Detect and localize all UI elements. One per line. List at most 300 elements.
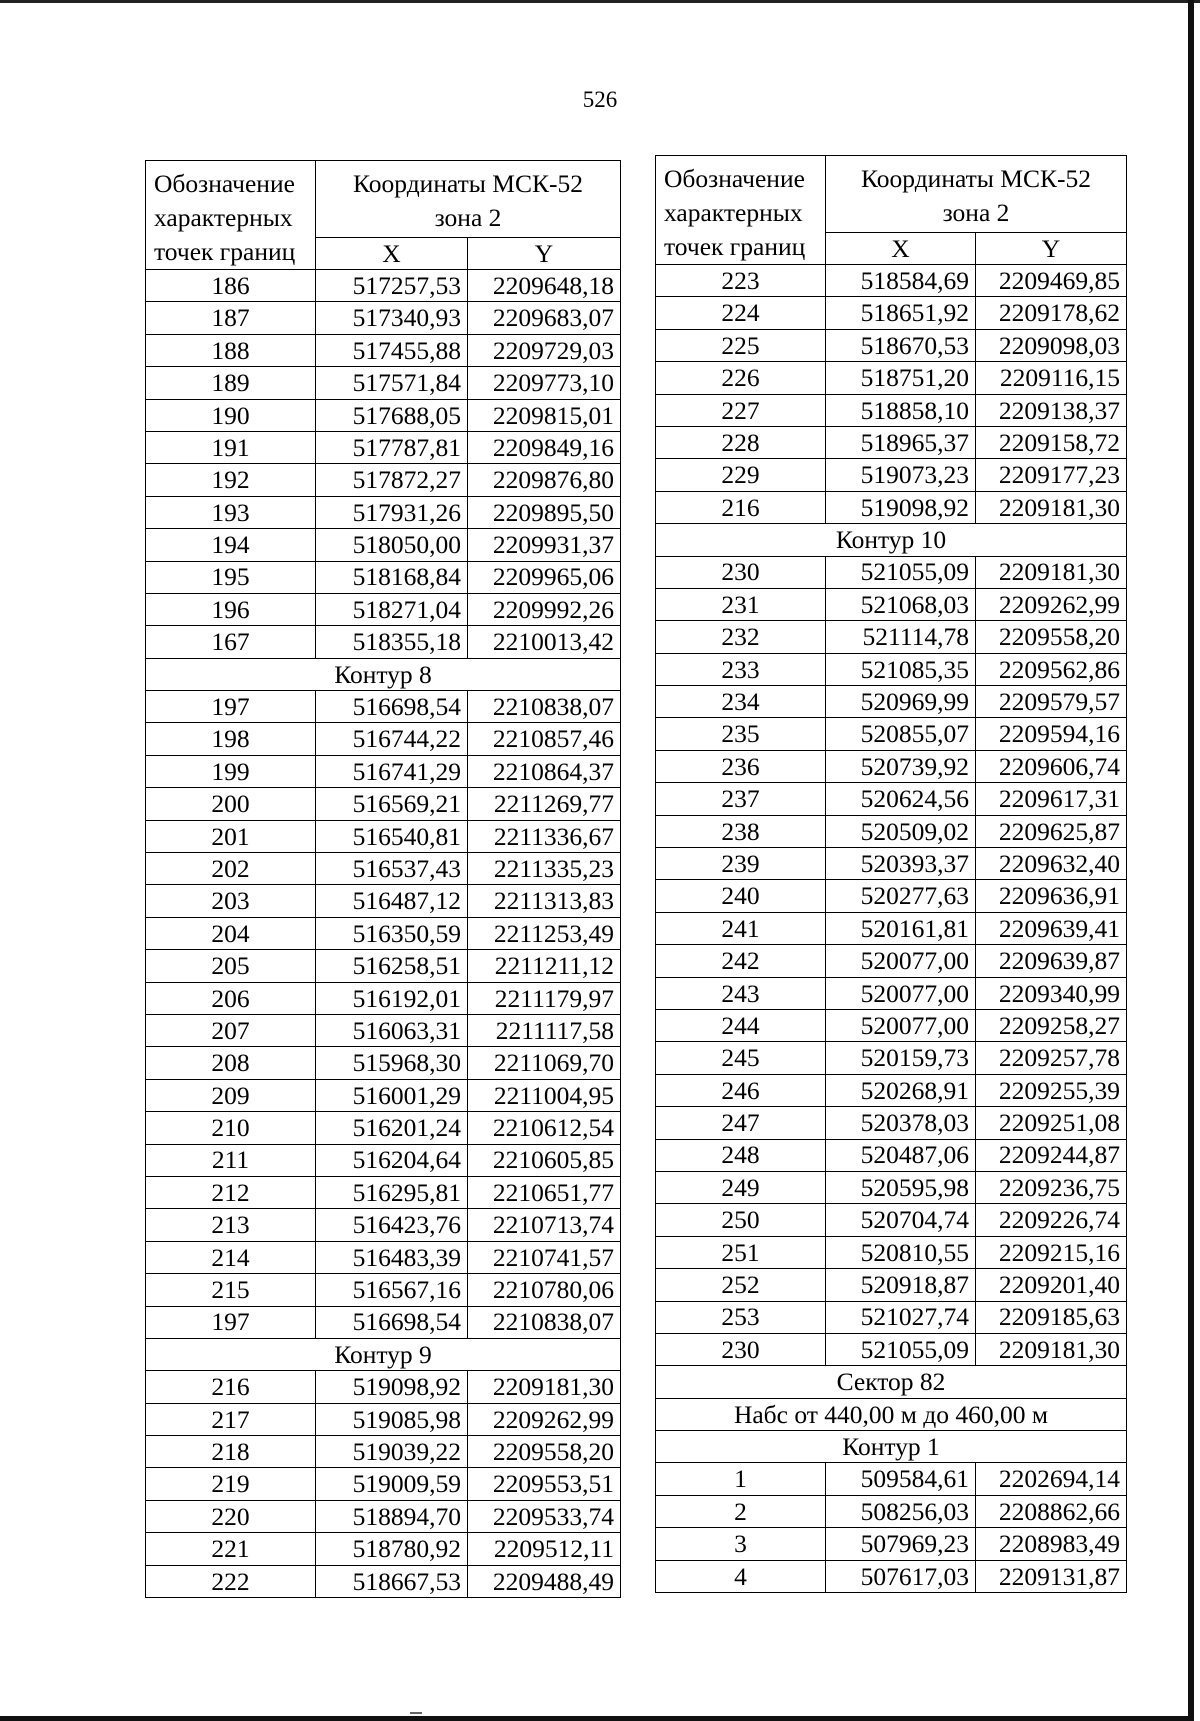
point-cell: 200 bbox=[146, 788, 316, 820]
x-cell: 517340,93 bbox=[316, 302, 468, 334]
x-cell: 520268,91 bbox=[826, 1074, 976, 1106]
table-row bbox=[656, 1495, 1127, 1527]
point-cell: 238 bbox=[656, 815, 826, 847]
y-cell: 2209636,91 bbox=[976, 880, 1127, 912]
point-cell: 197 bbox=[146, 691, 316, 723]
y-cell: 2209158,72 bbox=[976, 426, 1127, 458]
y-cell: 2209849,16 bbox=[468, 431, 621, 463]
y-cell: 2209562,86 bbox=[976, 653, 1127, 685]
x-cell: 516423,76 bbox=[316, 1209, 468, 1241]
point-cell: 193 bbox=[146, 496, 316, 528]
point-cell: 219 bbox=[146, 1468, 316, 1500]
y-cell: 2209533,74 bbox=[468, 1500, 621, 1532]
x-cell: 518651,92 bbox=[826, 297, 976, 329]
table-row bbox=[146, 853, 621, 885]
point-cell: 210 bbox=[146, 1112, 316, 1144]
y-cell: 2211335,23 bbox=[468, 853, 621, 885]
y-cell: 2209255,39 bbox=[976, 1074, 1127, 1106]
y-cell: 2209512,11 bbox=[468, 1533, 621, 1565]
y-cell: 2211069,70 bbox=[468, 1047, 621, 1079]
table-row bbox=[146, 1533, 621, 1565]
point-cell: 224 bbox=[656, 297, 826, 329]
page-number: 526 bbox=[582, 87, 618, 112]
header-coordinates-zone: зона 2 bbox=[942, 198, 1010, 227]
x-cell: 517931,26 bbox=[316, 496, 468, 528]
x-cell: 516258,51 bbox=[316, 950, 468, 982]
point-cell: 187 bbox=[146, 302, 316, 334]
y-cell: 2209594,16 bbox=[976, 718, 1127, 750]
y-cell: 2209617,31 bbox=[976, 783, 1127, 815]
point-cell: 242 bbox=[656, 945, 826, 977]
table-row bbox=[146, 1176, 621, 1208]
x-cell: 519039,22 bbox=[316, 1436, 468, 1468]
y-cell: 2209178,62 bbox=[976, 297, 1127, 329]
x-cell: 518751,20 bbox=[826, 362, 976, 394]
y-cell: 2209648,18 bbox=[468, 270, 621, 302]
x-cell: 521055,09 bbox=[826, 1333, 976, 1365]
x-cell: 516741,29 bbox=[316, 755, 468, 787]
table-row bbox=[146, 917, 621, 949]
table-row bbox=[146, 496, 621, 528]
x-cell: 520595,98 bbox=[826, 1171, 976, 1203]
table-row bbox=[146, 302, 621, 334]
table-row bbox=[146, 885, 621, 917]
section-row bbox=[656, 1398, 1127, 1430]
x-cell: 521055,09 bbox=[826, 556, 976, 588]
table-row bbox=[146, 788, 621, 820]
y-cell: 2209185,63 bbox=[976, 1301, 1127, 1333]
point-cell: 199 bbox=[146, 755, 316, 787]
x-cell: 516192,01 bbox=[316, 982, 468, 1014]
y-cell: 2209181,30 bbox=[976, 1333, 1127, 1365]
point-cell: 206 bbox=[146, 982, 316, 1014]
x-cell: 516537,43 bbox=[316, 853, 468, 885]
x-cell: 516698,54 bbox=[316, 1306, 468, 1338]
x-cell: 516567,16 bbox=[316, 1274, 468, 1306]
point-cell: 209 bbox=[146, 1079, 316, 1111]
y-cell: 2209138,37 bbox=[976, 394, 1127, 426]
x-cell: 518780,92 bbox=[316, 1533, 468, 1565]
table-row bbox=[656, 945, 1127, 977]
x-cell: 520624,56 bbox=[826, 783, 976, 815]
section-title: Контур 10 bbox=[656, 524, 1127, 556]
table-row bbox=[656, 815, 1127, 847]
point-cell: 230 bbox=[656, 556, 826, 588]
table-row bbox=[146, 982, 621, 1014]
x-cell: 520704,74 bbox=[826, 1204, 976, 1236]
x-cell: 516698,54 bbox=[316, 691, 468, 723]
x-cell: 517455,88 bbox=[316, 334, 468, 366]
point-cell: 205 bbox=[146, 950, 316, 982]
table-row bbox=[656, 1269, 1127, 1301]
table-row bbox=[146, 431, 621, 463]
y-cell: 2209244,87 bbox=[976, 1139, 1127, 1171]
x-cell: 518667,53 bbox=[316, 1565, 468, 1597]
x-cell: 521085,35 bbox=[826, 653, 976, 685]
table-body-left bbox=[146, 270, 621, 1598]
x-cell: 521068,03 bbox=[826, 588, 976, 620]
x-cell: 509584,61 bbox=[826, 1463, 976, 1495]
header-coordinates bbox=[826, 156, 1127, 233]
table-row bbox=[146, 334, 621, 366]
point-cell: 232 bbox=[656, 621, 826, 653]
section-row bbox=[656, 524, 1127, 556]
table-row bbox=[656, 459, 1127, 491]
x-cell: 520969,99 bbox=[826, 686, 976, 718]
section-row bbox=[146, 658, 621, 690]
table-row bbox=[146, 626, 621, 658]
y-cell: 2209815,01 bbox=[468, 399, 621, 431]
y-cell: 2208983,49 bbox=[976, 1528, 1127, 1560]
x-cell: 518965,37 bbox=[826, 426, 976, 458]
y-cell: 2210741,57 bbox=[468, 1241, 621, 1273]
y-cell: 2209258,27 bbox=[976, 1009, 1127, 1041]
x-cell: 518050,00 bbox=[316, 529, 468, 561]
section-title: Сектор 82 bbox=[656, 1366, 1127, 1398]
point-cell: 202 bbox=[146, 853, 316, 885]
table-row bbox=[656, 556, 1127, 588]
x-cell: 519085,98 bbox=[316, 1403, 468, 1435]
point-cell: 218 bbox=[146, 1436, 316, 1468]
x-cell: 520855,07 bbox=[826, 718, 976, 750]
table-row bbox=[146, 1468, 621, 1500]
point-cell: 253 bbox=[656, 1301, 826, 1333]
x-cell: 520077,00 bbox=[826, 1009, 976, 1041]
coordinates-table-left bbox=[145, 160, 621, 1598]
point-cell: 216 bbox=[146, 1371, 316, 1403]
x-cell: 520077,00 bbox=[826, 977, 976, 1009]
y-cell: 2209181,30 bbox=[468, 1371, 621, 1403]
point-cell: 195 bbox=[146, 561, 316, 593]
point-cell: 228 bbox=[656, 426, 826, 458]
x-cell: 515968,30 bbox=[316, 1047, 468, 1079]
y-cell: 2209632,40 bbox=[976, 848, 1127, 880]
point-cell: 189 bbox=[146, 367, 316, 399]
point-cell: 247 bbox=[656, 1107, 826, 1139]
y-cell: 2209236,75 bbox=[976, 1171, 1127, 1203]
y-cell: 2209251,08 bbox=[976, 1107, 1127, 1139]
table-row bbox=[146, 464, 621, 496]
x-cell: 507969,23 bbox=[826, 1528, 976, 1560]
x-cell: 517571,84 bbox=[316, 367, 468, 399]
table-row bbox=[656, 880, 1127, 912]
x-cell: 520277,63 bbox=[826, 880, 976, 912]
table-row bbox=[656, 265, 1127, 297]
point-cell: 188 bbox=[146, 334, 316, 366]
table-row bbox=[656, 686, 1127, 718]
x-cell: 520918,87 bbox=[826, 1269, 976, 1301]
x-cell: 516350,59 bbox=[316, 917, 468, 949]
table-row bbox=[656, 1560, 1127, 1592]
table-row bbox=[656, 912, 1127, 944]
point-cell: 240 bbox=[656, 880, 826, 912]
header-coordinates-zone: зона 2 bbox=[434, 203, 502, 232]
x-cell: 516540,81 bbox=[316, 820, 468, 852]
y-cell: 2209553,51 bbox=[468, 1468, 621, 1500]
point-cell: 225 bbox=[656, 329, 826, 361]
table-row bbox=[656, 750, 1127, 782]
x-cell: 516483,39 bbox=[316, 1241, 468, 1273]
point-cell: 194 bbox=[146, 529, 316, 561]
x-cell: 520378,03 bbox=[826, 1107, 976, 1139]
x-cell: 521114,78 bbox=[826, 621, 976, 653]
table-row bbox=[656, 1301, 1127, 1333]
y-cell: 2209558,20 bbox=[976, 621, 1127, 653]
x-cell: 518271,04 bbox=[316, 593, 468, 625]
y-cell: 2209606,74 bbox=[976, 750, 1127, 782]
point-cell: 223 bbox=[656, 265, 826, 297]
point-cell: 3 bbox=[656, 1528, 826, 1560]
section-row bbox=[656, 1431, 1127, 1463]
table-row bbox=[146, 1565, 621, 1597]
table-row bbox=[656, 1139, 1127, 1171]
table-row bbox=[656, 1236, 1127, 1268]
y-cell: 2211253,49 bbox=[468, 917, 621, 949]
y-cell: 2209773,10 bbox=[468, 367, 621, 399]
y-cell: 2209177,23 bbox=[976, 459, 1127, 491]
x-cell: 518355,18 bbox=[316, 626, 468, 658]
x-cell: 517872,27 bbox=[316, 464, 468, 496]
y-cell: 2210605,85 bbox=[468, 1144, 621, 1176]
x-cell: 518584,69 bbox=[826, 265, 976, 297]
point-cell: 220 bbox=[146, 1500, 316, 1532]
point-cell: 213 bbox=[146, 1209, 316, 1241]
table-row bbox=[146, 1047, 621, 1079]
table-row bbox=[146, 950, 621, 982]
x-cell: 517257,53 bbox=[316, 270, 468, 302]
point-cell: 229 bbox=[656, 459, 826, 491]
header-point-designation: Обозначение характерных точек границ bbox=[146, 161, 316, 270]
y-cell: 2209098,03 bbox=[976, 329, 1127, 361]
y-cell: 2210713,74 bbox=[468, 1209, 621, 1241]
y-cell: 2210857,46 bbox=[468, 723, 621, 755]
y-cell: 2211313,83 bbox=[468, 885, 621, 917]
y-cell: 2208862,66 bbox=[976, 1495, 1127, 1527]
header-point-designation: Обозначение характерных точек границ bbox=[656, 156, 826, 265]
table-row bbox=[656, 1333, 1127, 1365]
table-row bbox=[656, 1204, 1127, 1236]
x-cell: 519098,92 bbox=[316, 1371, 468, 1403]
table-row bbox=[656, 977, 1127, 1009]
y-cell: 2211269,77 bbox=[468, 788, 621, 820]
point-cell: 250 bbox=[656, 1204, 826, 1236]
section-title: Набс от 440,00 м до 460,00 м bbox=[656, 1398, 1127, 1430]
y-cell: 2209876,80 bbox=[468, 464, 621, 496]
point-cell: 226 bbox=[656, 362, 826, 394]
point-cell: 230 bbox=[656, 1333, 826, 1365]
y-cell: 2210838,07 bbox=[468, 1306, 621, 1338]
point-cell: 192 bbox=[146, 464, 316, 496]
table-body-right bbox=[656, 265, 1127, 1593]
table-row bbox=[146, 399, 621, 431]
point-cell: 211 bbox=[146, 1144, 316, 1176]
point-cell: 233 bbox=[656, 653, 826, 685]
table-row bbox=[146, 820, 621, 852]
table-row bbox=[146, 1306, 621, 1338]
point-cell: 222 bbox=[146, 1565, 316, 1597]
x-cell: 516063,31 bbox=[316, 1014, 468, 1046]
x-cell: 518894,70 bbox=[316, 1500, 468, 1532]
table-row bbox=[656, 621, 1127, 653]
x-cell: 520077,00 bbox=[826, 945, 976, 977]
y-cell: 2209639,41 bbox=[976, 912, 1127, 944]
point-cell: 167 bbox=[146, 626, 316, 658]
table-row bbox=[146, 1241, 621, 1273]
point-cell: 190 bbox=[146, 399, 316, 431]
table-row bbox=[146, 755, 621, 787]
header-coordinates bbox=[316, 161, 621, 238]
x-cell: 508256,03 bbox=[826, 1495, 976, 1527]
x-cell: 516201,24 bbox=[316, 1112, 468, 1144]
point-cell: 196 bbox=[146, 593, 316, 625]
point-cell: 236 bbox=[656, 750, 826, 782]
x-cell: 519073,23 bbox=[826, 459, 976, 491]
y-cell: 2209215,16 bbox=[976, 1236, 1127, 1268]
point-cell: 212 bbox=[146, 1176, 316, 1208]
y-cell: 2209558,20 bbox=[468, 1436, 621, 1468]
section-row bbox=[656, 1366, 1127, 1398]
x-cell: 519098,92 bbox=[826, 491, 976, 523]
point-cell: 204 bbox=[146, 917, 316, 949]
section-row bbox=[146, 1338, 621, 1370]
point-cell: 198 bbox=[146, 723, 316, 755]
table-row bbox=[146, 593, 621, 625]
y-cell: 2209340,99 bbox=[976, 977, 1127, 1009]
section-title: Контур 8 bbox=[146, 658, 621, 690]
table-row bbox=[656, 297, 1127, 329]
scan-mark bbox=[410, 1712, 422, 1714]
table-row bbox=[146, 561, 621, 593]
x-cell: 520487,06 bbox=[826, 1139, 976, 1171]
point-cell: 252 bbox=[656, 1269, 826, 1301]
point-cell: 249 bbox=[656, 1171, 826, 1203]
y-cell: 2209131,87 bbox=[976, 1560, 1127, 1592]
point-cell: 215 bbox=[146, 1274, 316, 1306]
point-cell: 4 bbox=[656, 1560, 826, 1592]
x-cell: 516295,81 bbox=[316, 1176, 468, 1208]
table-row bbox=[656, 362, 1127, 394]
point-cell: 237 bbox=[656, 783, 826, 815]
x-cell: 520509,02 bbox=[826, 815, 976, 847]
table-row bbox=[146, 1079, 621, 1111]
point-cell: 221 bbox=[146, 1533, 316, 1565]
section-title: Контур 1 bbox=[656, 1431, 1127, 1463]
point-cell: 197 bbox=[146, 1306, 316, 1338]
y-cell: 2210651,77 bbox=[468, 1176, 621, 1208]
y-cell: 2202694,14 bbox=[976, 1463, 1127, 1495]
table-row bbox=[146, 1500, 621, 1532]
table-row bbox=[146, 1403, 621, 1435]
point-cell: 214 bbox=[146, 1241, 316, 1273]
x-cell: 516204,64 bbox=[316, 1144, 468, 1176]
table-row bbox=[146, 1371, 621, 1403]
header-x: X bbox=[316, 237, 468, 269]
y-cell: 2209683,07 bbox=[468, 302, 621, 334]
y-cell: 2209895,50 bbox=[468, 496, 621, 528]
table-row bbox=[656, 426, 1127, 458]
point-cell: 216 bbox=[656, 491, 826, 523]
table-row bbox=[656, 1171, 1127, 1203]
point-cell: 227 bbox=[656, 394, 826, 426]
point-cell: 207 bbox=[146, 1014, 316, 1046]
table-row bbox=[146, 1112, 621, 1144]
point-cell: 235 bbox=[656, 718, 826, 750]
table-row bbox=[656, 718, 1127, 750]
x-cell: 518858,10 bbox=[826, 394, 976, 426]
table-row bbox=[146, 1209, 621, 1241]
table-row bbox=[656, 653, 1127, 685]
point-cell: 241 bbox=[656, 912, 826, 944]
x-cell: 520159,73 bbox=[826, 1042, 976, 1074]
table-row bbox=[146, 270, 621, 302]
y-cell: 2211179,97 bbox=[468, 982, 621, 1014]
table-row bbox=[656, 848, 1127, 880]
table-row bbox=[146, 1014, 621, 1046]
y-cell: 2210013,42 bbox=[468, 626, 621, 658]
table-row bbox=[656, 1009, 1127, 1041]
y-cell: 2209729,03 bbox=[468, 334, 621, 366]
x-cell: 518168,84 bbox=[316, 561, 468, 593]
table-row bbox=[146, 529, 621, 561]
table-row bbox=[146, 1436, 621, 1468]
y-cell: 2209579,57 bbox=[976, 686, 1127, 718]
table-row bbox=[656, 1528, 1127, 1560]
y-cell: 2209992,26 bbox=[468, 593, 621, 625]
table-row bbox=[656, 1074, 1127, 1106]
x-cell: 520393,37 bbox=[826, 848, 976, 880]
y-cell: 2209965,06 bbox=[468, 561, 621, 593]
y-cell: 2211336,67 bbox=[468, 820, 621, 852]
y-cell: 2209181,30 bbox=[976, 491, 1127, 523]
y-cell: 2209201,40 bbox=[976, 1269, 1127, 1301]
point-cell: 2 bbox=[656, 1495, 826, 1527]
point-cell: 251 bbox=[656, 1236, 826, 1268]
x-cell: 516001,29 bbox=[316, 1079, 468, 1111]
table-row bbox=[656, 783, 1127, 815]
y-cell: 2210612,54 bbox=[468, 1112, 621, 1144]
point-cell: 239 bbox=[656, 848, 826, 880]
point-cell: 201 bbox=[146, 820, 316, 852]
coordinates-table-right bbox=[655, 155, 1127, 1593]
y-cell: 2209488,49 bbox=[468, 1565, 621, 1597]
table-row bbox=[656, 588, 1127, 620]
y-cell: 2209262,99 bbox=[976, 588, 1127, 620]
point-cell: 246 bbox=[656, 1074, 826, 1106]
y-cell: 2209257,78 bbox=[976, 1042, 1127, 1074]
table-row bbox=[656, 491, 1127, 523]
table-row bbox=[146, 367, 621, 399]
x-cell: 516487,12 bbox=[316, 885, 468, 917]
x-cell: 518670,53 bbox=[826, 329, 976, 361]
point-cell: 231 bbox=[656, 588, 826, 620]
table-row bbox=[656, 1042, 1127, 1074]
y-cell: 2209181,30 bbox=[976, 556, 1127, 588]
point-cell: 245 bbox=[656, 1042, 826, 1074]
point-cell: 217 bbox=[146, 1403, 316, 1435]
table-row bbox=[656, 394, 1127, 426]
y-cell: 2210864,37 bbox=[468, 755, 621, 787]
point-cell: 191 bbox=[146, 431, 316, 463]
y-cell: 2209226,74 bbox=[976, 1204, 1127, 1236]
table-row bbox=[656, 1463, 1127, 1495]
x-cell: 517688,05 bbox=[316, 399, 468, 431]
point-cell: 248 bbox=[656, 1139, 826, 1171]
header-x: X bbox=[826, 232, 976, 264]
table-row bbox=[656, 1107, 1127, 1139]
point-cell: 234 bbox=[656, 686, 826, 718]
header-y: Y bbox=[468, 237, 621, 269]
section-title: Контур 9 bbox=[146, 1338, 621, 1370]
